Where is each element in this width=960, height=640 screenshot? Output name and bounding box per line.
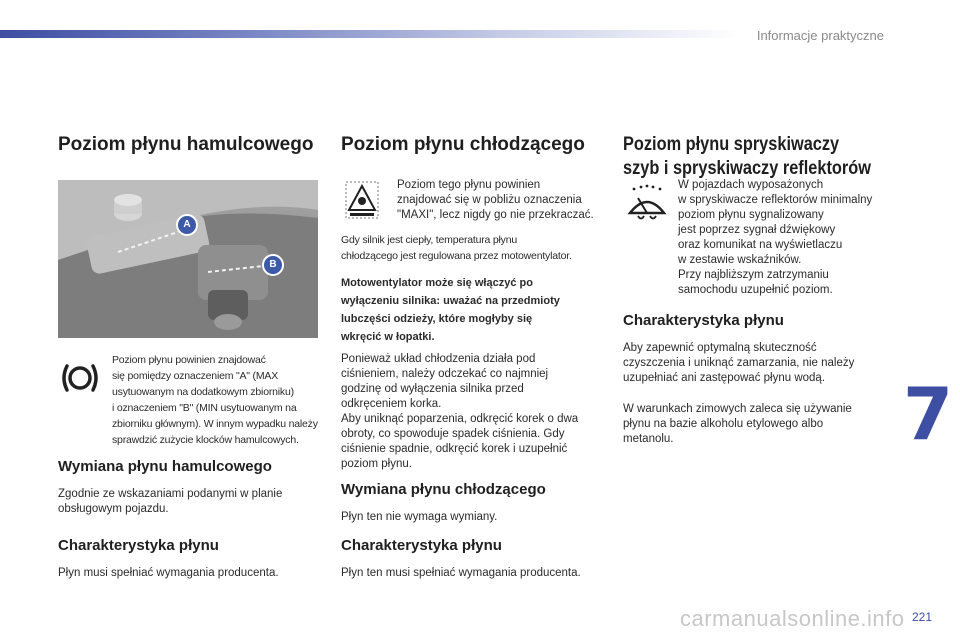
coolant-change-section [341, 481, 611, 525]
washer-title-line: szyb i spryskiwaczy reflektorów [623, 157, 871, 179]
coolant-intro [397, 178, 607, 223]
washer-section [623, 133, 893, 181]
brake-note-line: zbiorniku głównym). W innym wypadku należy [112, 418, 318, 430]
section-title: Informacje praktyczne [756, 28, 884, 43]
coolant-body-line: ciśnieniem, należy odczekać co najmniej [341, 368, 549, 380]
washer-winter-line: płynu na bazie alkoholu etylowego albo [623, 418, 824, 430]
washer-intro-line: oraz komunikat na wyświetlaczu [678, 239, 843, 251]
washer-intro-line: samochodu uzupełnić poziom. [678, 284, 833, 296]
coolant-section [341, 133, 611, 157]
washer-spec-title: Charakterystyka płynu [623, 312, 784, 329]
coolant-body-line: poziom płynu. [341, 458, 412, 470]
coolant-spec-text: Płyn ten musi spełniać wymagania producenta. [341, 567, 581, 579]
coolant-body-line: odkręceniem korka. [341, 398, 442, 410]
page-number: 221 [912, 610, 933, 624]
coolant-change-title: Wymiana płynu chłodzącego [341, 481, 546, 498]
brake-note-line: sprawdzić zużycie klocków hamulcowych. [112, 434, 299, 446]
coolant-title: Poziom płynu chłodzącego [341, 134, 585, 155]
brake-note-line: usytuowanym na dodatkowym zbiorniku) [112, 386, 294, 398]
watermark: carmanualsonline.info [680, 606, 905, 631]
header-gradient-bar [0, 30, 740, 38]
brake-section [58, 133, 328, 157]
washer-title-line: Poziom płynu spryskiwaczy [623, 134, 840, 155]
coolant-hot-line: Gdy silnik jest ciepły, temperatura płynu [341, 234, 518, 246]
coolant-intro-line: Poziom tego płynu powinien [397, 179, 541, 191]
brake-spec-section [58, 537, 328, 581]
washer-winter-line: metanolu. [623, 433, 674, 445]
coolant-spec-section [341, 537, 611, 581]
brake-change-section [58, 458, 328, 517]
brake-change-title: Wymiana płynu hamulcowego [58, 458, 272, 475]
coolant-intro-line: "MAXI", lecz nigdy go nie przekraczać. [397, 209, 594, 221]
coolant-intro-line: znajdować się w pobliżu oznaczenia [397, 194, 582, 206]
coolant-warning-line: Motowentylator może się włączyć po [341, 277, 533, 289]
coolant-warning-line: wkręcić w łopatki. [341, 331, 435, 343]
chapter-number: 7 [903, 372, 954, 456]
washer-intro-line: Przy najbliższym zatrzymaniu [678, 269, 829, 281]
photo-label-b: B [262, 254, 284, 276]
coolant-hot-note [341, 232, 611, 264]
washer-intro-line: poziom płynu sygnalizowany [678, 209, 824, 221]
coolant-fan-warning [341, 274, 611, 346]
washer-spec-line: czyszczenia i uniknąć zamarzania, nie należy [623, 357, 855, 369]
coolant-body-line: obroty, co spowoduje spadek ciśnienia. Gdy [341, 428, 565, 440]
brake-note-line: i oznaczeniem "B" (MIN usytuowanym na [112, 402, 297, 414]
coolant-warning-line: wyłączeniu silnika: uważać na przedmioty [341, 295, 560, 307]
brake-warning-icon [60, 360, 100, 396]
brake-spec-text: Płyn musi spełniać wymagania producenta. [58, 567, 279, 579]
brake-level-note [112, 352, 324, 448]
brake-note-line: się pomiędzy oznaczeniem "A" (MAX [112, 370, 279, 382]
washer-intro-line: w zestawie wskaźników. [678, 254, 802, 266]
coolant-spec-title: Charakterystyka płynu [341, 537, 502, 554]
coolant-body-line: godzinę od wyłączenia silnika przed [341, 383, 524, 395]
washer-fluid-icon [624, 183, 670, 223]
coolant-hot-line: chłodzącego jest regulowana przez motowentylator. [341, 250, 572, 262]
photo-label-a: A [176, 214, 198, 236]
brake-note-line: Poziom płynu powinien znajdować [112, 354, 266, 366]
washer-intro [678, 178, 898, 298]
washer-spec-line: Aby zapewnić optymalną skuteczność [623, 342, 817, 354]
coolant-change-text: Płyn ten nie wymaga wymiany. [341, 511, 498, 523]
coolant-body-line: Aby uniknąć poparzenia, odkręcić korek o dwa [341, 413, 579, 425]
coolant-body-line: ciśnienie spadnie, odkręcić korek i uzupełnić [341, 443, 568, 455]
washer-intro-line: w spryskiwacze reflektorów minimalny [678, 194, 873, 206]
washer-winter-note [623, 402, 893, 447]
washer-winter-line: W warunkach zimowych zaleca się używanie [623, 403, 852, 415]
brake-title: Poziom płynu hamulcowego [58, 134, 314, 155]
brake-reservoir-photo [58, 180, 318, 338]
washer-spec-line: uzupełniać ani zastępować płynu wodą. [623, 372, 826, 384]
coolant-warning-line: lubczęści odzieży, które mogłyby się [341, 313, 533, 325]
washer-intro-line: W pojazdach wyposażonych [678, 179, 824, 191]
coolant-fan-icon [344, 180, 380, 220]
brake-change-line: obsługowym pojazdu. [58, 503, 169, 515]
brake-spec-title: Charakterystyka płynu [58, 537, 219, 554]
brake-change-line: Zgodnie ze wskazaniami podanymi w planie [58, 488, 283, 500]
coolant-body-line: Ponieważ układ chłodzenia działa pod [341, 353, 536, 365]
washer-spec-section [623, 312, 893, 386]
washer-intro-line: jest poprzez sygnał dźwiękowy [678, 224, 836, 236]
coolant-body [341, 352, 611, 472]
